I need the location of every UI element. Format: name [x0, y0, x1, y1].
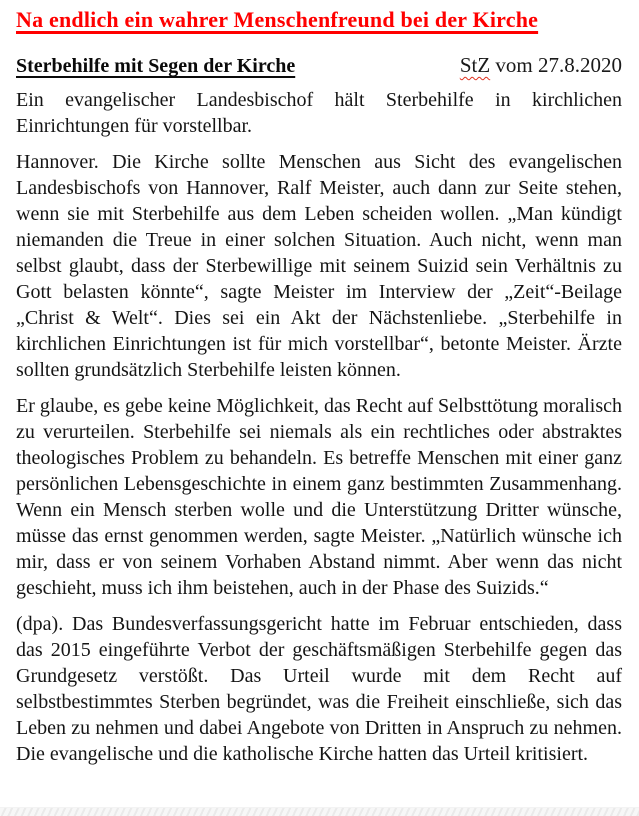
source-date	[460, 53, 622, 78]
article-paragraph: (dpa). Das Bundesverfassungsgericht hatte im Februar entschieden, dass das 2015 eingeführte Verbot der geschäftsmäßigen Sterbehilfe gegen das Grundgesetz verstößt. Das Urteil wurde mit dem Recht auf selbstbestimmtes Sterben begründet, was die Freiheit einschließe, sich das Leben zu nehmen und dabei Angebote von Dritten in Anspruch zu nehmen. Die evangelische und die katholische Kirche hatten das Urteil kritisiert.	[16, 613, 622, 765]
article-paragraph-lead: Ein evangelischer Landesbischof hält Sterbehilfe in kirchlichen Einrichtungen für vorstellbar.	[16, 89, 622, 137]
page-title: Na endlich ein wahrer Menschenfreund bei der Kirche	[16, 7, 539, 32]
article-paragraph: Hannover. Die Kirche sollte Menschen aus Sicht des evangelischen Landesbischofs von Hannover, Ralf Meister, auch dann zur Seite stehen, wenn sie mit Sterbehilfe aus dem Leben scheiden wollen. „Man kündigt niemanden die Treue in einer solchen Situation. Auch nicht, wenn man selbst glaubt, dass der Sterbewillige mit seinem Suizid sein Verhältnis zu Gott belasten könnte“, sagte Meister im Interview der „Zeit“-Beilage „Christ & Welt“. Dies sei ein Akt der Nächstenliebe. „Sterbehilfe in kirchlichen Einrichtungen ist für mich vorstellbar“, betonte Meister. Ärzte sollten grundsätzlich Sterbehilfe leisten können.	[16, 151, 622, 381]
article-paragraph: Er glaube, es gebe keine Möglichkeit, das Recht auf Selbsttötung moralisch zu verurteilen. Sterbehilfe sei niemals als ein rechtliches oder abstraktes theologisches Problem zu behandeln. Es betreffe Menschen mit einer ganz persönlichen Lebensgeschichte in einem ganz bestimmten Zusammenhang. Wenn ein Mensch sterben wolle und die Unterstützung Dritter wünsche, müsse das ernst genommen werden, sagte Meister. „Natürlich wünsche ich mir, dass er von seinem Vorhaben Abstand nimmt. Aber wenn das nicht geschieht, muss ich ihm beistehen, auch in der Phase des Suizids.“	[16, 395, 622, 599]
article-header	[16, 53, 622, 78]
source-abbreviation: StZ	[459, 53, 491, 77]
article-body	[16, 87, 622, 767]
article-title: Sterbehilfe mit Segen der Kirche	[16, 55, 296, 77]
source-date-text: vom 27.8.2020	[490, 53, 622, 77]
page-bottom-strip	[0, 807, 639, 816]
